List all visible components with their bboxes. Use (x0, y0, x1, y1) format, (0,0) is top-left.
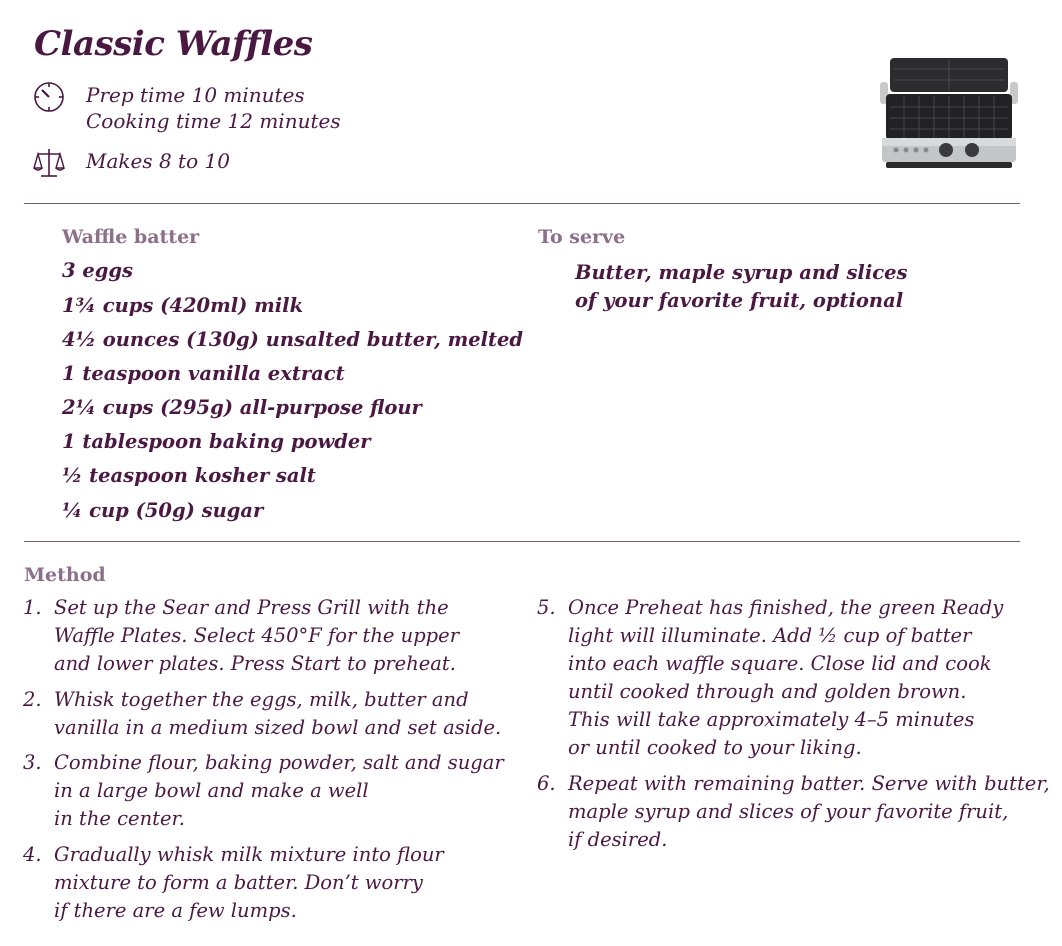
step-line: Once Preheat has finished, the green Ready (568, 596, 1004, 619)
waffle-maker-grill-image (874, 52, 1024, 170)
cooking-time: Cooking time 12 minutes (86, 109, 341, 133)
time-info (32, 80, 341, 133)
step-line: in a large bowl and make a well (54, 779, 369, 802)
to-serve-line: Butter, maple syrup and slices (575, 261, 908, 284)
step-line: if there are a few lumps. (54, 899, 297, 922)
to-serve-line: of your favorite fruit, optional (575, 289, 904, 312)
yield-info (32, 146, 230, 182)
step-number: 2. (23, 688, 42, 711)
ingredients-heading: Waffle batter (62, 226, 200, 248)
ingredient-item: 1¾ cups (420ml) milk (62, 294, 304, 317)
recipe-title: Classic Waffles (34, 24, 313, 64)
ingredient-item: ½ teaspoon kosher salt (62, 464, 316, 487)
ingredient-item: 3 eggs (62, 259, 134, 282)
step-line: light will illuminate. Add ½ cup of batter (568, 624, 972, 647)
prep-time: Prep time 10 minutes (86, 83, 305, 107)
clock-icon (32, 80, 68, 116)
ingredient-item: 1 tablespoon baking powder (62, 430, 371, 453)
step-line: Gradually whisk milk mixture into flour (54, 843, 444, 866)
step-number: 1. (23, 596, 42, 619)
step-line: mixture to form a batter. Don’t worry (54, 871, 423, 894)
step-line: until cooked through and golden brown. (568, 680, 967, 703)
ingredient-item: ¼ cup (50g) sugar (62, 499, 264, 522)
step-line: into each waffle square. Close lid and cook (568, 652, 992, 675)
step-line: Set up the Sear and Press Grill with the (54, 596, 449, 619)
step-line: This will take approximately 4–5 minutes (568, 708, 975, 731)
divider-top (24, 203, 1020, 204)
to-serve-text (575, 259, 908, 315)
step-line: vanilla in a medium sized bowl and set aside. (54, 716, 502, 739)
ingredient-item: 4½ ounces (130g) unsalted butter, melted (62, 328, 524, 351)
step-line: in the center. (54, 807, 185, 830)
step-line: maple syrup and slices of your favorite fruit, (568, 800, 1009, 823)
divider-middle (24, 541, 1020, 542)
step-line: Waffle Plates. Select 450°F for the upper (54, 624, 460, 647)
ingredient-item: 1 teaspoon vanilla extract (62, 362, 345, 385)
step-number: 3. (23, 751, 42, 774)
yield: Makes 8 to 10 (86, 149, 230, 173)
step-line: or until cooked to your liking. (568, 736, 862, 759)
step-line: Combine flour, baking powder, salt and sugar (54, 751, 504, 774)
step-line: Whisk together the eggs, milk, butter and (54, 688, 469, 711)
step-line: and lower plates. Press Start to preheat. (54, 652, 456, 675)
step-number: 5. (537, 596, 556, 619)
to-serve-heading: To serve (538, 226, 626, 248)
step-number: 4. (23, 843, 42, 866)
step-number: 6. (537, 772, 556, 795)
method-heading: Method (24, 564, 106, 586)
ingredient-item: 2¼ cups (295g) all-purpose flour (62, 396, 422, 419)
step-line: Repeat with remaining batter. Serve with butter, (568, 772, 1050, 795)
scale-icon (32, 146, 68, 182)
step-line: if desired. (568, 828, 668, 851)
